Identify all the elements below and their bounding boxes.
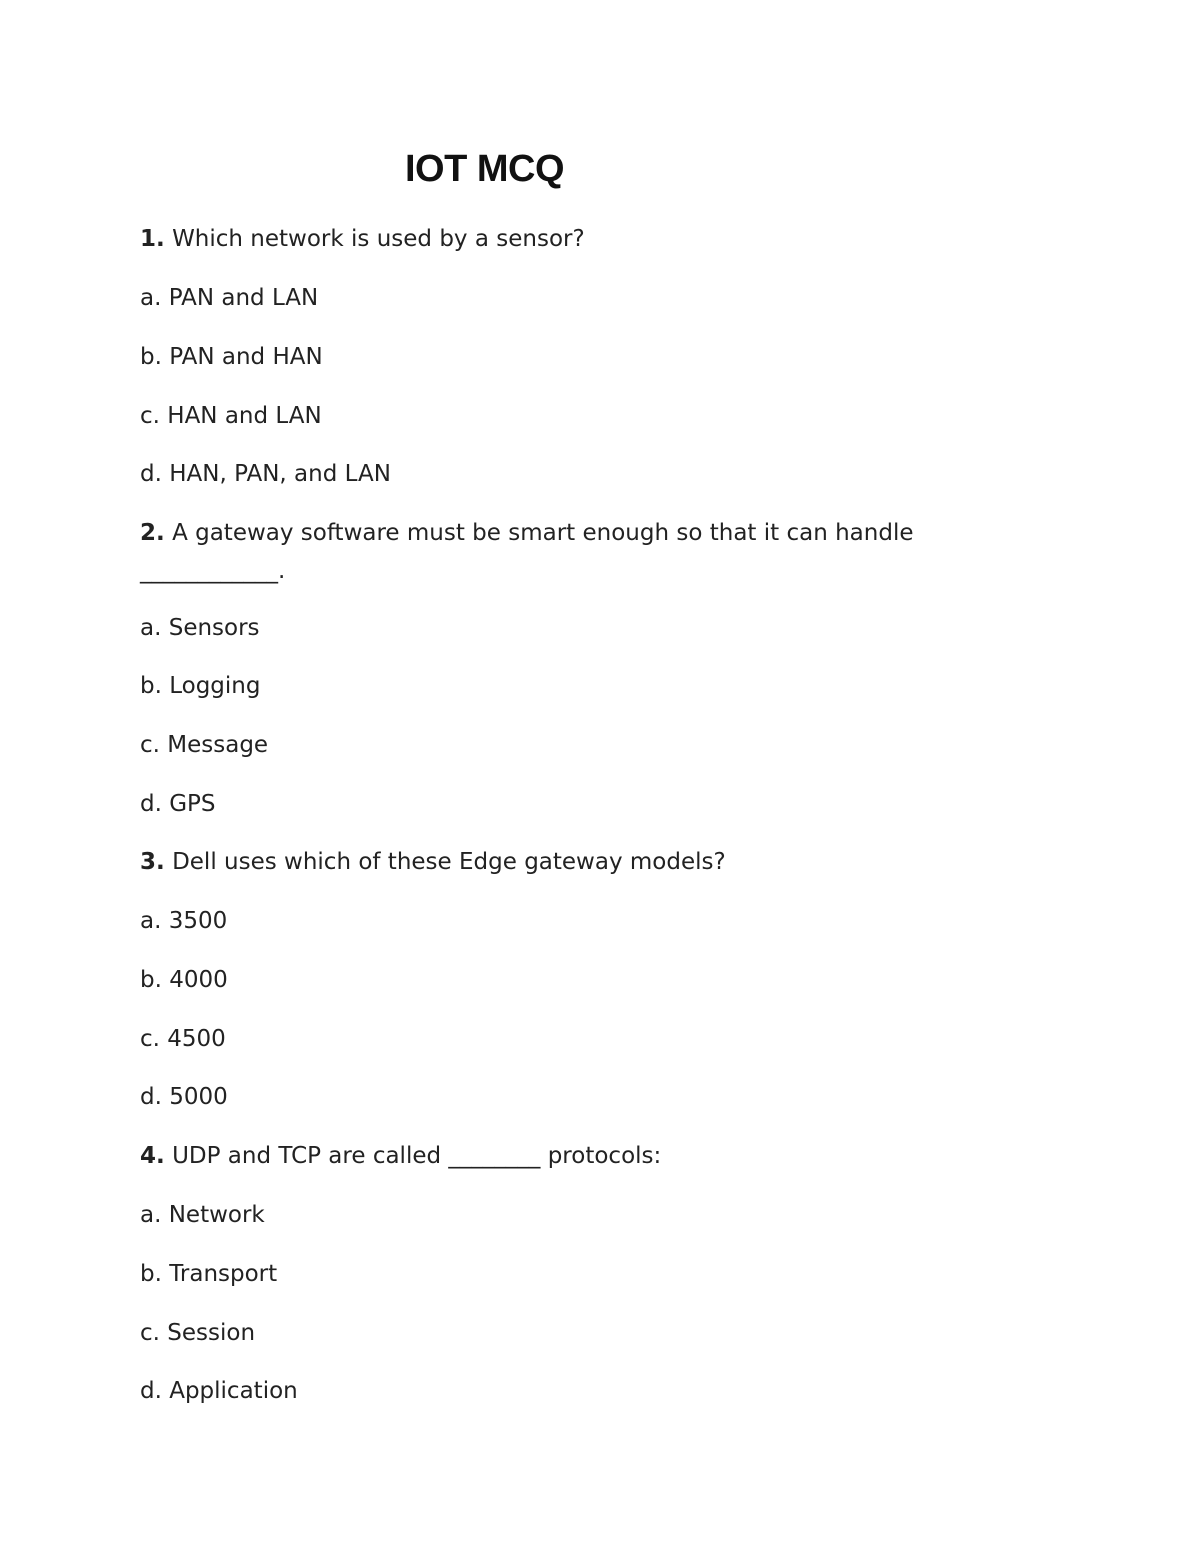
question-text: Dell uses which of these Edge gateway models?: [172, 849, 726, 875]
question-2-continuation: ____________.: [140, 558, 286, 584]
option-3c: c. 4500: [140, 1026, 226, 1052]
question-number: 2.: [140, 520, 165, 546]
question-number: 3.: [140, 849, 165, 875]
question-number: 1.: [140, 226, 165, 252]
page-title: IOT MCQ: [405, 148, 565, 190]
question-2: [140, 519, 914, 547]
option-4b: b. Transport: [140, 1261, 278, 1287]
option-1a: a. PAN and LAN: [140, 285, 319, 311]
option-3d: d. 5000: [140, 1084, 228, 1110]
question-text: A gateway software must be smart enough so that it can handle: [172, 520, 914, 546]
option-1c: c. HAN and LAN: [140, 403, 322, 429]
question-text: UDP and TCP are called ________ protocols:: [172, 1143, 662, 1169]
question-text: Which network is used by a sensor?: [172, 226, 585, 252]
option-3b: b. 4000: [140, 967, 228, 993]
option-2d: d. GPS: [140, 791, 216, 817]
option-1b: b. PAN and HAN: [140, 344, 323, 370]
question-4: [140, 1142, 661, 1170]
question-number: 4.: [140, 1143, 165, 1169]
option-2c: c. Message: [140, 732, 269, 758]
option-4d: d. Application: [140, 1378, 298, 1404]
question-3: [140, 848, 726, 876]
option-1d: d. HAN, PAN, and LAN: [140, 461, 391, 487]
option-4c: c. Session: [140, 1320, 256, 1346]
option-3a: a. 3500: [140, 908, 228, 934]
option-4a: a. Network: [140, 1202, 265, 1228]
question-1: [140, 225, 585, 253]
option-2a: a. Sensors: [140, 615, 260, 641]
option-2b: b. Logging: [140, 673, 261, 699]
